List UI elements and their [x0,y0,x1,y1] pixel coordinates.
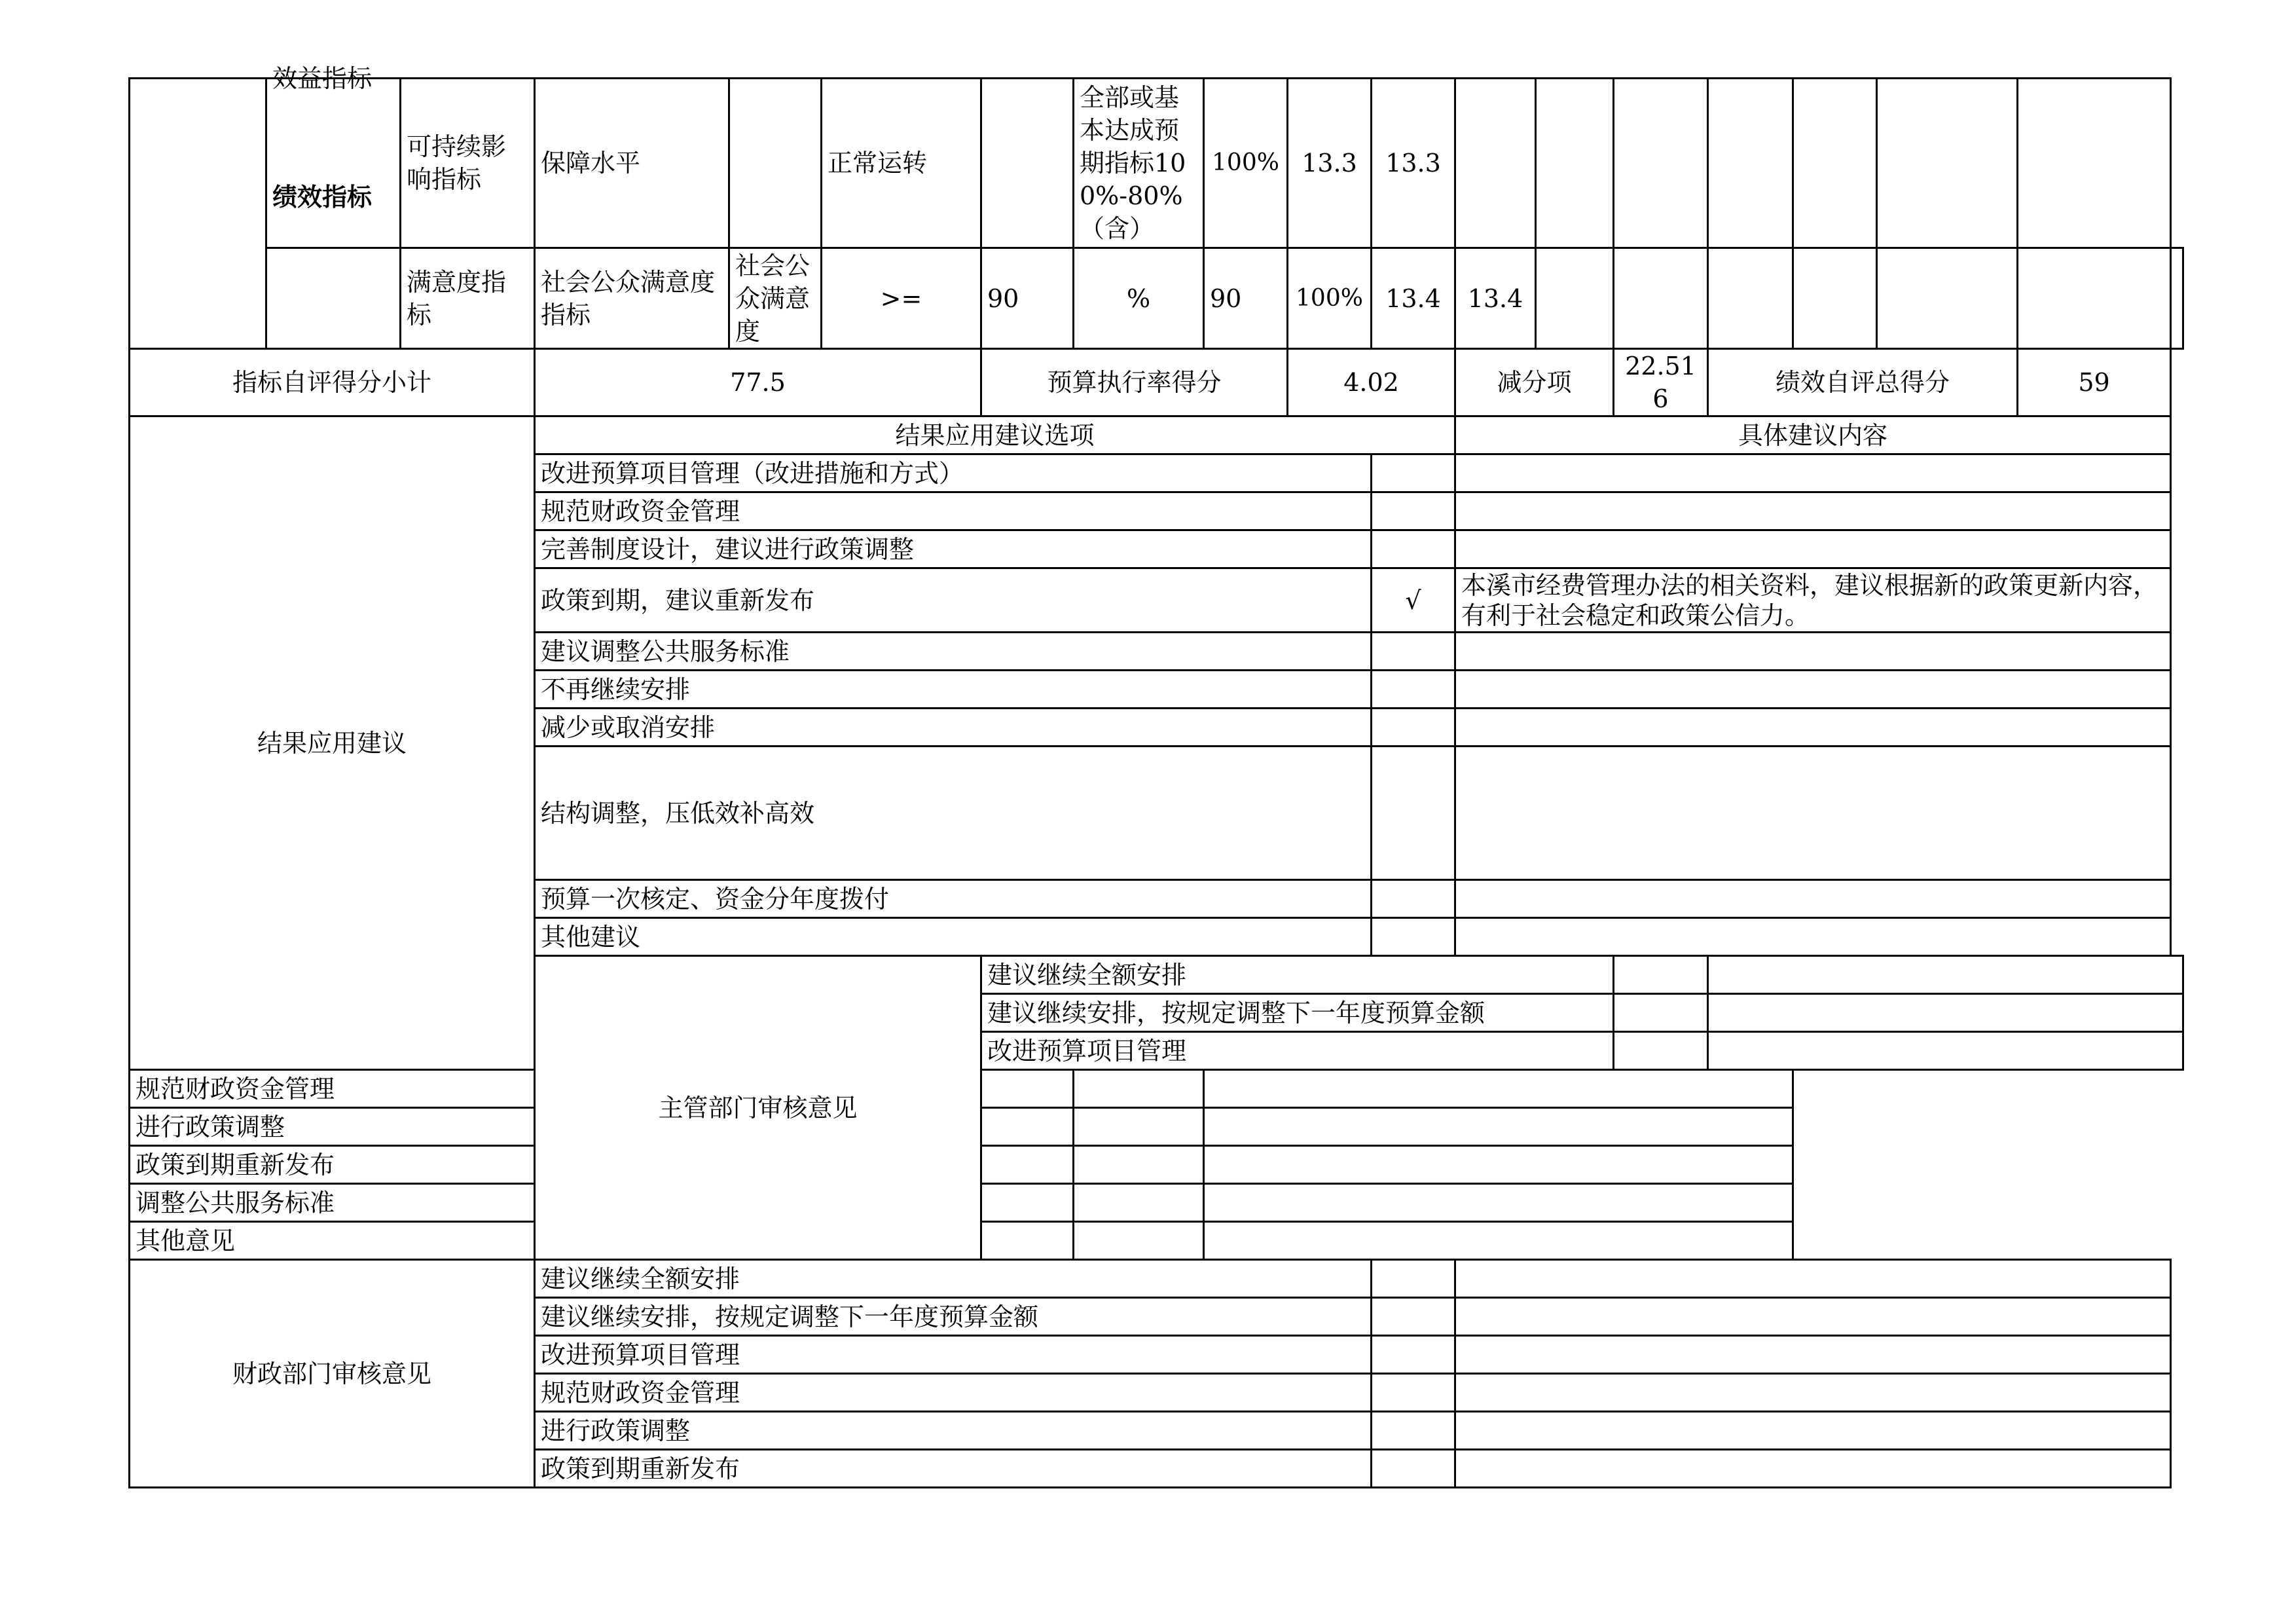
dept-mark[interactable] [1074,1222,1204,1260]
sustain-l2: 可持续影响指标 [401,79,535,248]
deduction-value: 22.516 [1614,349,1708,416]
subtotal-label: 指标自评得分小计 [130,349,535,416]
sustain-target: 正常运转 [822,79,981,248]
finance-mark[interactable] [1372,1450,1455,1488]
finance-review-label: 财政部门审核意见 [130,1260,535,1488]
satisfaction-l3: 社会公众满意度指标 [535,248,729,349]
sustain-extra-5 [1793,79,1877,248]
dept-option: 规范财政资金管理 [130,1070,1074,1108]
sustain-unit [981,79,1074,248]
sustain-extra-3 [1614,79,1708,248]
result-content[interactable] [1455,709,2171,747]
sustain-extra-7 [2018,79,2171,248]
result-content[interactable] [1455,633,2171,671]
deduction-label: 减分项 [1455,349,1614,416]
satisfaction-extra-6 [2018,248,2171,349]
results-section-label: 结果应用建议 [130,416,535,1070]
satisfaction-extra-1 [1536,248,1614,349]
finance-option: 改进预算项目管理 [535,1336,1372,1374]
result-mark[interactable] [1372,492,1455,530]
result-mark[interactable] [1372,880,1455,918]
result-content[interactable] [1455,918,2171,956]
options-header: 结果应用建议选项 [535,416,1455,454]
result-checkmark[interactable]: √ [1372,568,1455,633]
dept-option: 建议继续全额安排 [981,956,1614,994]
satisfaction-extra-4 [1793,248,1877,349]
result-mark[interactable] [1372,530,1455,568]
result-content[interactable] [1455,747,2171,880]
satisfaction-target: 90 [981,248,1074,349]
dept-mark[interactable] [1074,1070,1204,1108]
dept-option: 建议继续安排，按规定调整下一年度预算金额 [981,994,1614,1032]
result-option: 建议调整公共服务标准 [535,633,1372,671]
finance-option: 政策到期重新发布 [535,1450,1372,1488]
finance-option: 建议继续全额安排 [535,1260,1372,1298]
dept-content[interactable] [1708,1032,2183,1070]
dept-option: 政策到期重新发布 [130,1146,1074,1184]
sustain-extra-2 [1536,79,1614,248]
satisfaction-rate: 100% [1288,248,1372,349]
finance-option: 进行政策调整 [535,1412,1372,1450]
satisfaction-extra-2 [1614,248,1708,349]
list-item [130,1070,2183,1108]
finance-mark[interactable] [1372,1374,1455,1412]
finance-content[interactable] [1455,1374,2171,1412]
sustain-weight: 13.3 [1288,79,1372,248]
dept-mark[interactable] [1614,956,1708,994]
result-option: 规范财政资金管理 [535,492,1372,530]
subtotal-value: 77.5 [535,349,981,416]
dept-option: 进行政策调整 [130,1108,1074,1146]
satisfaction-actual: 90 [1204,248,1288,349]
satisfaction-score: 13.4 [1455,248,1536,349]
result-mark[interactable] [1372,633,1455,671]
total-value: 59 [2018,349,2171,416]
dept-content[interactable] [1708,956,2183,994]
dept-content[interactable] [1204,1184,1793,1222]
finance-mark[interactable] [1372,1298,1455,1336]
level1-performance-label: 绩效指标 [266,248,401,349]
dept-option: 调整公共服务标准 [130,1184,1074,1222]
budget-rate-label: 预算执行率得分 [981,349,1288,416]
satisfaction-name: 社会公众满意度 [729,248,822,349]
dept-content[interactable] [1708,994,2183,1032]
satisfaction-l2: 满意度指标 [401,248,535,349]
budget-rate-value: 4.02 [1288,349,1455,416]
dept-content[interactable] [1204,1108,1793,1146]
satisfaction-indicator-row [130,248,2183,349]
satisfaction-weight: 13.4 [1372,248,1455,349]
result-mark[interactable] [1372,454,1455,492]
sustain-extra-6 [1877,79,2018,248]
list-item [130,1260,2183,1298]
satisfaction-unit: % [1074,248,1204,349]
list-item [130,1184,2183,1222]
dept-content[interactable] [1204,1146,1793,1184]
result-content[interactable] [1455,454,2171,492]
sustain-op [729,79,822,248]
result-option: 结构调整，压低效补高效 [535,747,1372,880]
finance-content[interactable] [1455,1336,2171,1374]
finance-option: 规范财政资金管理 [535,1374,1372,1412]
satisfaction-op: >= [822,248,981,349]
sustain-extra-4 [1708,79,1793,248]
dept-content[interactable] [1204,1070,1793,1108]
dept-mark[interactable] [1074,1184,1204,1222]
result-option: 减少或取消安排 [535,709,1372,747]
dept-mark[interactable] [1074,1146,1204,1184]
dept-review-label: 主管部门审核意见 [535,956,981,1260]
result-mark[interactable] [1372,671,1455,709]
result-content[interactable] [1455,530,2171,568]
result-content[interactable]: 本溪市经费管理办法的相关资料，建议根据新的政策更新内容，有利于社会稳定和政策公信力。 [1455,568,2171,633]
list-item [130,1146,2183,1184]
sustain-rate: 100% [1204,79,1288,248]
satisfaction-extra-7 [2171,248,2183,349]
finance-content[interactable] [1455,1412,2171,1450]
dept-content[interactable] [1204,1222,1793,1260]
level2-benefit-cell: 效益指标 [266,79,401,248]
finance-content[interactable] [1455,1450,2171,1488]
dept-option: 其他意见 [130,1222,1074,1260]
total-label: 绩效自评总得分 [1708,349,2018,416]
result-option: 改进预算项目管理（改进措施和方式） [535,454,1372,492]
result-option: 其他建议 [535,918,1372,956]
performance-evaluation-table [128,64,2184,1488]
finance-mark[interactable] [1372,1412,1455,1450]
dept-option: 改进预算项目管理 [981,1032,1614,1070]
sustain-l3: 保障水平 [535,79,729,248]
result-option: 不再继续安排 [535,671,1372,709]
satisfaction-extra-5 [1877,248,2018,349]
result-option: 完善制度设计，建议进行政策调整 [535,530,1372,568]
finance-mark[interactable] [1372,1260,1455,1298]
sustainability-indicator-row [130,79,2183,248]
dept-mark[interactable] [1614,994,1708,1032]
finance-content[interactable] [1455,1260,2171,1298]
result-mark[interactable] [1372,747,1455,880]
dept-mark[interactable] [1074,1108,1204,1146]
dept-mark[interactable] [1614,1032,1708,1070]
content-header: 具体建议内容 [1455,416,2171,454]
result-option: 预算一次核定、资金分年度拨付 [535,880,1372,918]
sustain-extra-1 [1455,79,1536,248]
result-content[interactable] [1455,671,2171,709]
list-item [130,1222,2183,1260]
list-item [130,1108,2183,1146]
finance-content[interactable] [1455,1298,2171,1336]
level1-cell-empty [130,79,266,349]
sustain-actual: 全部或基本达成预期指标100%-80%（含） [1074,79,1204,248]
summary-row [130,349,2183,416]
result-mark[interactable] [1372,709,1455,747]
result-option: 政策到期，建议重新发布 [535,568,1372,633]
result-content[interactable] [1455,880,2171,918]
result-content[interactable] [1455,492,2171,530]
results-header-row [130,416,2183,454]
sustain-score: 13.3 [1372,79,1455,248]
finance-mark[interactable] [1372,1336,1455,1374]
result-mark[interactable] [1372,918,1455,956]
finance-option: 建议继续安排，按规定调整下一年度预算金额 [535,1298,1372,1336]
satisfaction-extra-3 [1708,248,1793,349]
